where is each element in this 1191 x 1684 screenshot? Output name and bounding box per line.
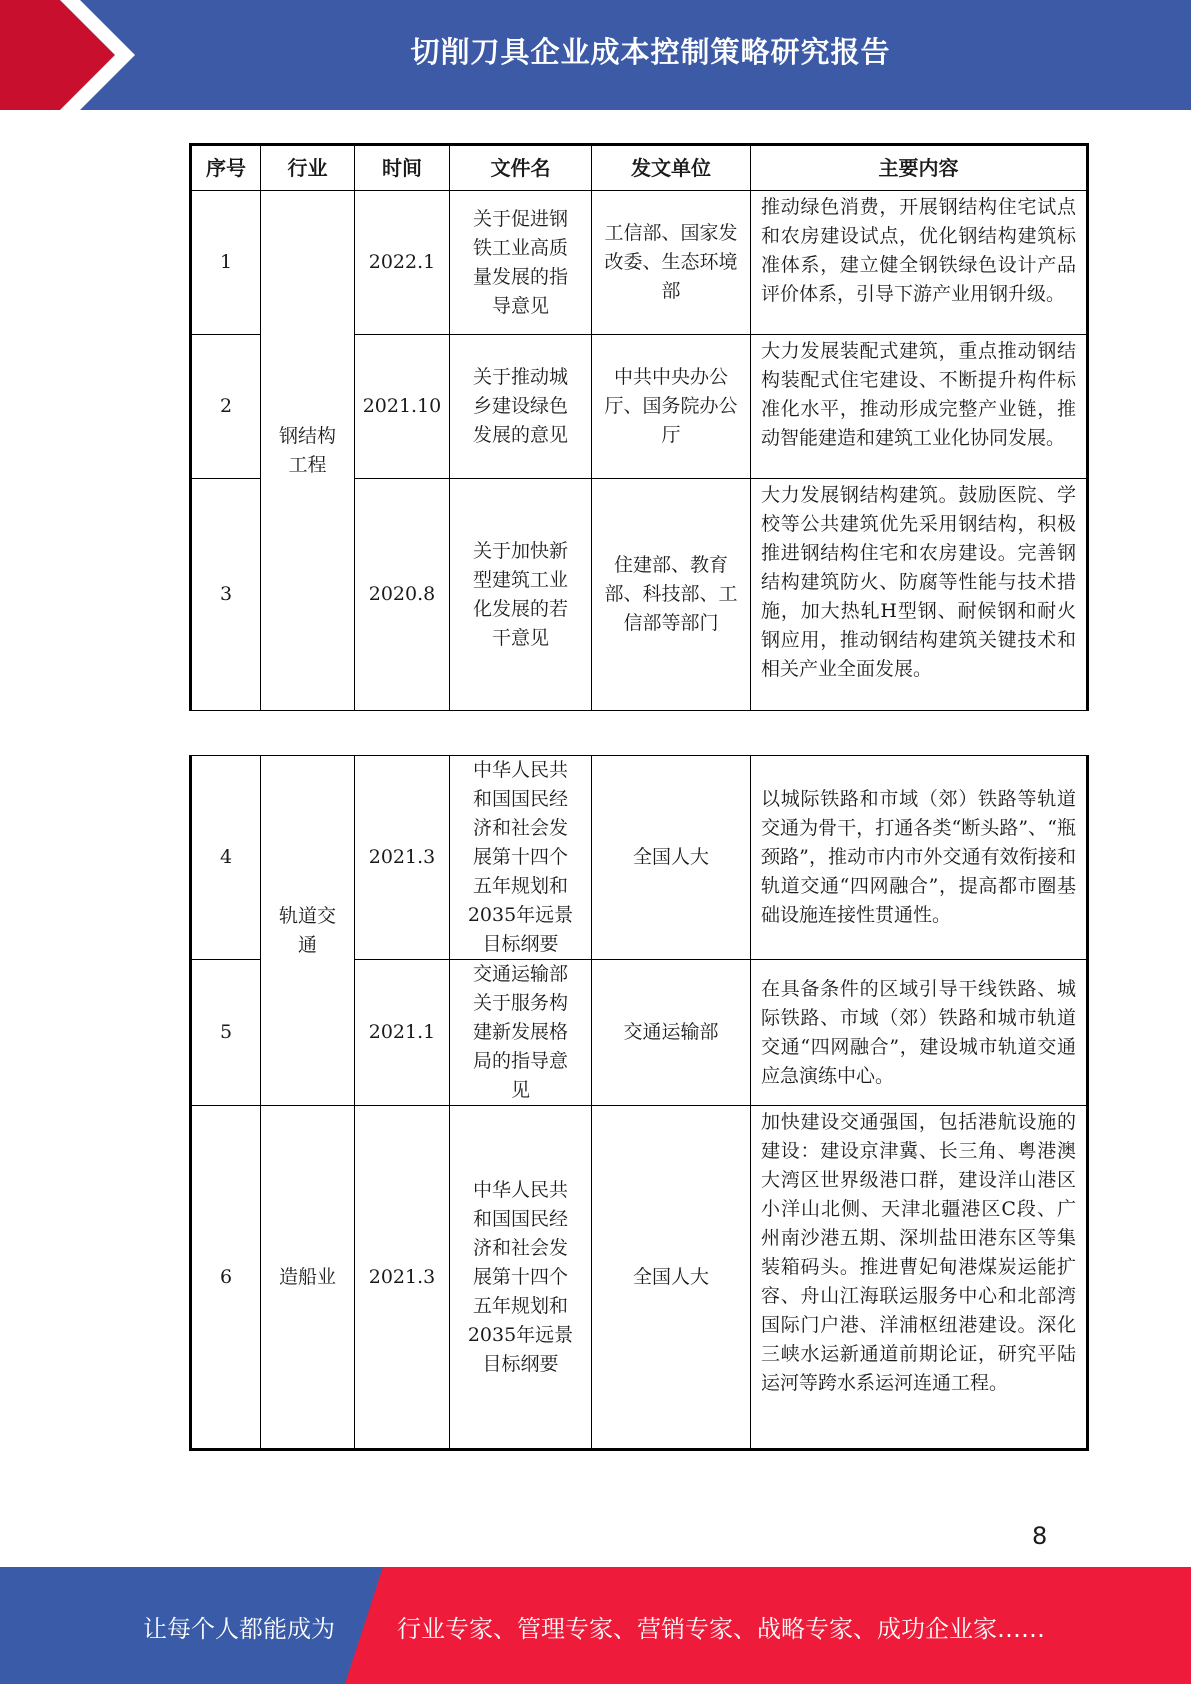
issuer-cell: 中共中央办公厅、国务院办公厅 (592, 335, 751, 479)
row-number: 4 (191, 756, 261, 960)
table-row (191, 756, 1088, 960)
table-row (191, 1106, 1088, 1450)
column-header: 主要内容 (751, 145, 1088, 191)
document-name-cell: 关于加快新型建筑工业化发展的若干意见 (450, 479, 592, 711)
document-name-cell: 交通运输部关于服务构建新发展格局的指导意见 (450, 960, 592, 1106)
page-number: 8 (1032, 1522, 1048, 1550)
issuer-cell: 全国人大 (592, 756, 751, 960)
report-title: 切削刀具企业成本控制策略研究报告 (410, 35, 891, 69)
industry-cell: 造船业 (261, 1106, 355, 1450)
document-name-cell: 中华人民共和国国民经济和社会发展第十四个五年规划和2035年远景目标纲要 (450, 1106, 592, 1450)
content-cell: 以城际铁路和市域（郊）铁路等轨道交通为骨干，打通各类“断头路”、“瓶颈路”，推动市内市外交通有效衔接和轨道交通“四网融合”，提高都市圈基础设施连接性贯通性。 (751, 756, 1088, 960)
issuer-cell: 工信部、国家发改委、生态环境部 (592, 191, 751, 335)
content-cell: 加快建设交通强国，包括港航设施的建设：建设京津冀、长三角、粤港澳大湾区世界级港口群，建设洋山港区小洋山北侧、天津北疆港区C段、广州南沙港五期、深圳盐田港东区等集装箱码头。推进曹妃甸港煤炭运能扩容、舟山江海联运服务中心和北部湾国际门户港、洋浦枢纽港建设。深化三峡水运新通道前期论证，研究平陆运河等跨水系运河连通工程。 (751, 1106, 1088, 1450)
content-cell: 推动绿色消费，开展钢结构住宅试点和农房建设试点，优化钢结构建筑标准体系，建立健全钢铁绿色设计产品评价体系，引导下游产业用钢升级。 (751, 191, 1088, 335)
document-name-cell: 关于促进钢铁工业高质量发展的指导意见 (450, 191, 592, 335)
column-header: 行业 (261, 145, 355, 191)
date-cell: 2021.10 (355, 335, 450, 479)
industry-cell: 钢结构工程 (261, 191, 355, 711)
row-number: 6 (191, 1106, 261, 1450)
date-cell: 2022.1 (355, 191, 450, 335)
date-cell: 2021.3 (355, 756, 450, 960)
industry-cell: 轨道交通 (261, 756, 355, 1106)
policy-table-part2 (189, 755, 1089, 1451)
table-row (191, 191, 1088, 335)
document-name-cell: 关于推动城乡建设绿色发展的意见 (450, 335, 592, 479)
date-cell: 2021.1 (355, 960, 450, 1106)
row-number: 5 (191, 960, 261, 1106)
footer-slogan-right: 行业专家、管理专家、营销专家、战略专家、成功企业家…… (397, 1615, 1045, 1643)
document-name-cell: 中华人民共和国国民经济和社会发展第十四个五年规划和2035年远景目标纲要 (450, 756, 592, 960)
issuer-cell: 交通运输部 (592, 960, 751, 1106)
row-number: 2 (191, 335, 261, 479)
page-footer (0, 1567, 1191, 1684)
column-header: 序号 (191, 145, 261, 191)
content-cell: 在具备条件的区域引导干线铁路、城际铁路、市域（郊）铁路和城市轨道交通“四网融合”，建设城市轨道交通应急演练中心。 (751, 960, 1088, 1106)
footer-slogan-left: 让每个人都能成为 (143, 1615, 335, 1643)
row-number: 3 (191, 479, 261, 711)
column-header: 文件名 (450, 145, 592, 191)
content-cell: 大力发展装配式建筑，重点推动钢结构装配式住宅建设、不断提升构件标准化水平，推动形成完整产业链，推动智能建造和建筑工业化协同发展。 (751, 335, 1088, 479)
date-cell: 2021.3 (355, 1106, 450, 1450)
table-header-row (191, 145, 1088, 191)
page-header (0, 0, 1191, 110)
column-header: 发文单位 (592, 145, 751, 191)
row-number: 1 (191, 191, 261, 335)
issuer-cell: 住建部、教育部、科技部、工信部等部门 (592, 479, 751, 711)
date-cell: 2020.8 (355, 479, 450, 711)
content-cell: 大力发展钢结构建筑。鼓励医院、学校等公共建筑优先采用钢结构，积极推进钢结构住宅和农房建设。完善钢结构建筑防火、防腐等性能与技术措施，加大热轧H型钢、耐候钢和耐火钢应用，推动钢结构建筑关键技术和相关产业全面发展。 (751, 479, 1088, 711)
issuer-cell: 全国人大 (592, 1106, 751, 1450)
policy-table-part1 (189, 143, 1089, 711)
column-header: 时间 (355, 145, 450, 191)
